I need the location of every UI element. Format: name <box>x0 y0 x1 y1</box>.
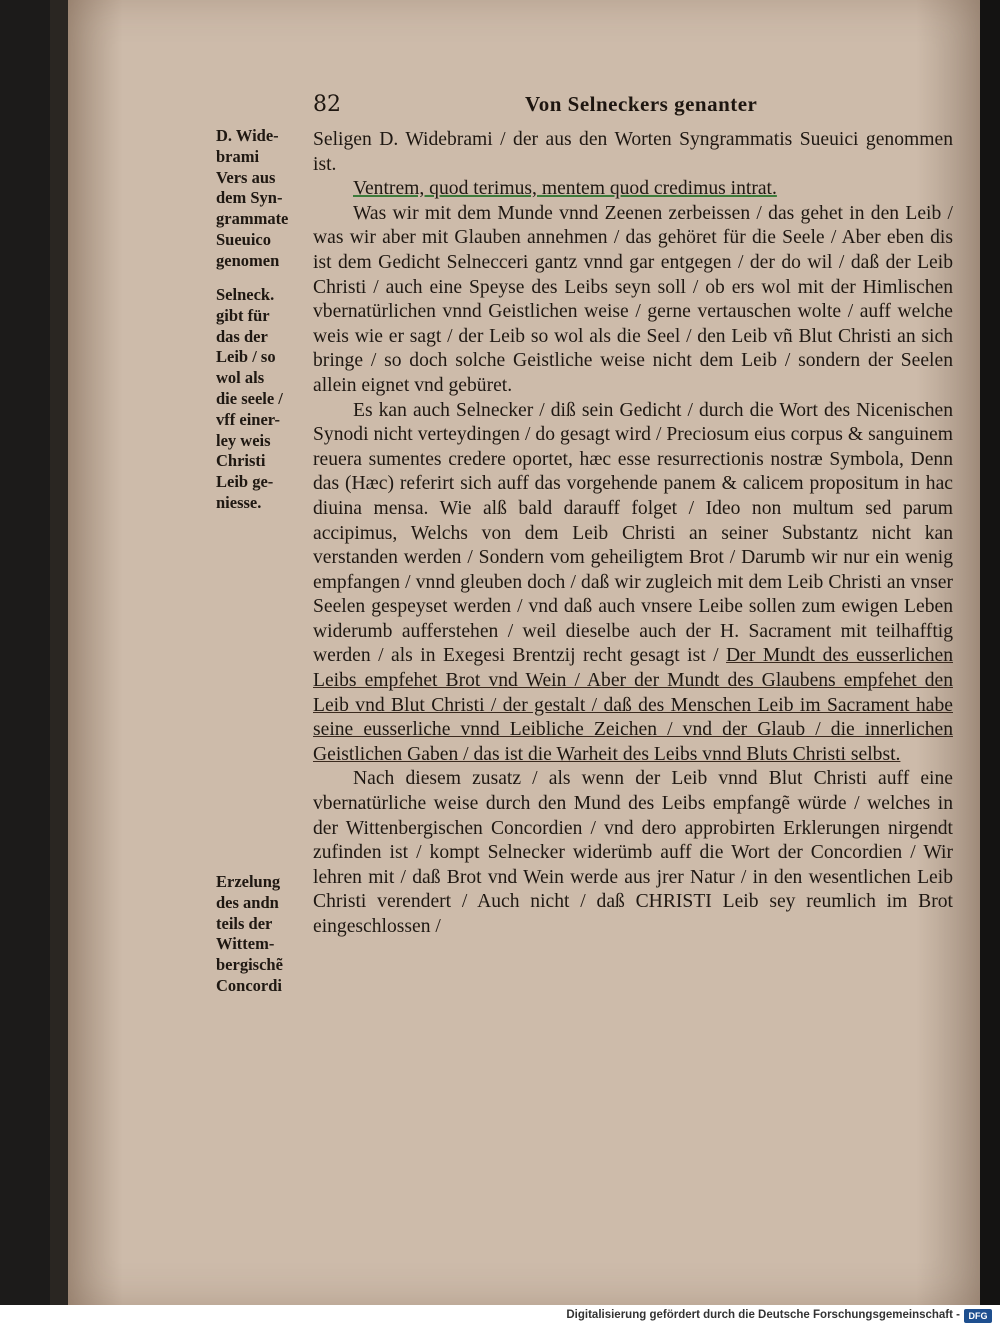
latin-verse <box>313 177 953 202</box>
paragraph-2-text: Es kan auch Selnecker / diß sein Gedicht / durch die Wort des Nicenischen Synodi nicht verteydingen / do gesagt wird / Preciosum eius corpus & sanguinem reuera sumentes credere oportet, hæc esse resurrectionis nostræ Symbola, Denn das (Hæc) referirt sich auff das vorgehende panem & calicem propositum in hac diuina mensa. Wie alß bald darauff folget / Ideo non multum sed parum accipimus, Welchs von dem Leib Christi an seiner Substantz nicht kan verstanden werden / Sondern vom geheiligtem Brot / Darumb wir nur ein wenig empfangen / vnnd gleuben doch / daß wir zugleich mit dem Leib Christi an vnser Seelen gespeyset werden / vnd daß auch vnsere Leibe sollen zum ewigen Leben widerumb aufferstehen / weil dieselbe auch der H. Sacrament mit teilhafftig werden / als in Exegesi Brentzij recht gesagt ist / <box>313 399 953 667</box>
latin-verse-text: Ventrem, quod terimus, mentem quod credimus intrat. <box>353 178 777 200</box>
digitization-footer <box>0 1305 1000 1327</box>
page-edge-left <box>50 0 68 1305</box>
paragraph-3: Nach diesem zusatz / als wenn der Leib vnnd Blut Christi auff eine vbernatürliche weise durch den Mund des Leibs empfangẽ würde / welches in der Wittenbergischen Concordien / vnd dero approbirten Erklerungen nirgendt zufinden ist / kompt Selnecker widerümb auff die Wort der Concordien / Wir lehren mit / daß Brot vnd Wein werde aus jrer Natur / in den wesentlichen Leib Christi verendert / Auch nicht / daß CHRISTI Leib sey reumlich im Brot eingeschlossen / <box>313 768 953 937</box>
page-number: 82 <box>313 92 341 117</box>
margin-note-3: Erzelung des andn teils der Wittem- bergischẽ Concordi <box>216 872 283 995</box>
paragraph-2 <box>313 399 953 768</box>
dfg-logo-icon: DFG <box>964 1309 992 1323</box>
paragraph-intro: Seligen D. Widebrami / der aus den Worten Syngrammatis Sueuici genommen ist. <box>313 129 953 175</box>
margin-note-1: D. Wide- brami Vers aus dem Syn- grammate Sueuico genomen <box>216 126 289 270</box>
margin-note-2: Selneck. gibt für das der Leib / so wol als die seele / vff einer- ley weis Christi Leib ge- niesse. <box>216 285 283 512</box>
paragraph-2-quotation: Der Mundt des eusserlichen Leibs empfehet Brot vnd Wein / Aber der Mundt des Glaubens empfehet den Leib vnd Blut Christi / der gestalt / daß des Menschen Leib im Sacrament habe seine eusserliche vnnd Leibliche Zeichen / vnd der Glaub / die innerlichen Geistlichen Gaben / das ist die Warheit des Leibs vnnd Bluts Christi selbst. <box>313 645 953 765</box>
page-edge-right <box>980 0 1000 1305</box>
footer-credit: Digitalisierung gefördert durch die Deutsche Forschungsgemeinschaft - <box>566 1309 960 1321</box>
paragraph-1: Was wir mit dem Munde vnnd Zeenen zerbeissen / das gehet in den Leib / was wir aber mit Glauben annehmen / das gehöret für die Seele / Aber eben dis ist dem Gedicht Selnecceri gantz vnnd gar entgegen / der do wil / daß der Leib Christi / auch eine Speyse des Leibs seyn soll / ob ers wol mit der Himlischen vbernatürlichen vnnd Geistlichen weise / gerne vertauschen wolte / auff welche weis wie er sagt / der Leib so wol als die Seel / den Leib vñ Blut Christi an sich bringe / so doch solche Geistliche weise nicht dem Leib / sondern der Seelen allein eignet vnd gebüret. <box>313 202 953 396</box>
page-header <box>313 92 953 126</box>
running-title: Von Selneckers genanter <box>525 92 758 116</box>
main-text <box>313 128 953 940</box>
